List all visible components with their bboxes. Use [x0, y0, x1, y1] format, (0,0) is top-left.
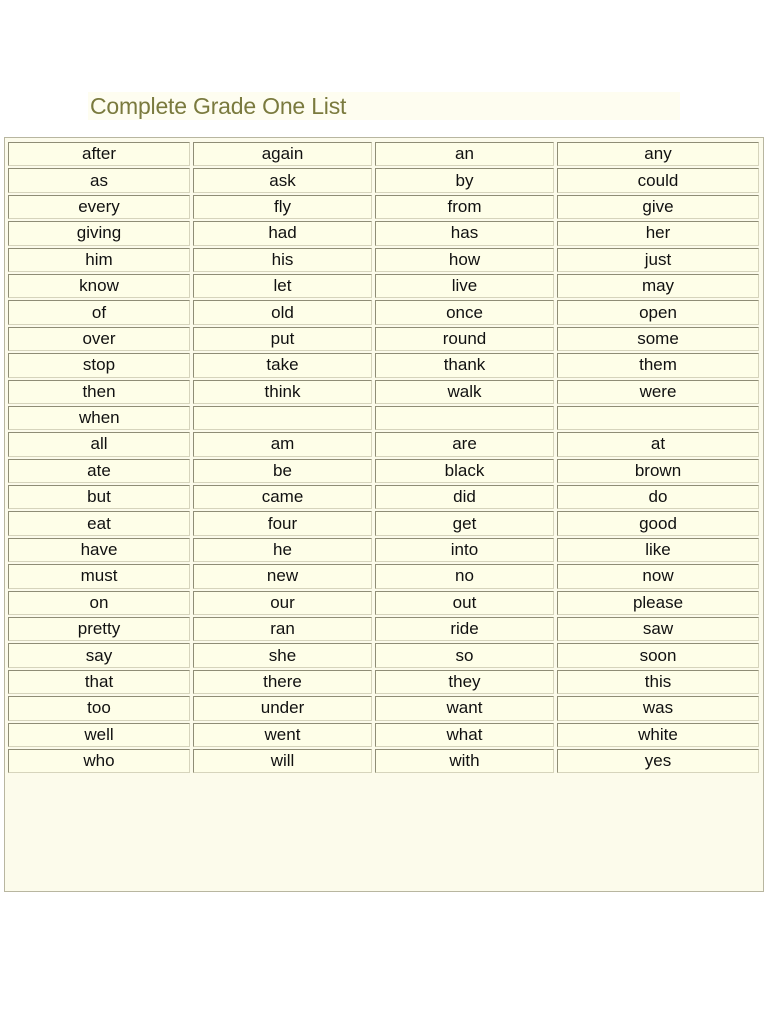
word-cell: has — [375, 221, 554, 245]
word-cell: as — [8, 168, 190, 192]
word-cell: round — [375, 327, 554, 351]
word-cell: will — [193, 749, 372, 773]
word-cell: black — [375, 459, 554, 483]
word-cell: open — [557, 300, 759, 324]
word-cell: so — [375, 643, 554, 667]
word-cell: out — [375, 591, 554, 615]
word-cell — [193, 406, 372, 430]
word-cell: from — [375, 195, 554, 219]
table-row — [8, 670, 759, 694]
word-cell: he — [193, 538, 372, 562]
word-cell: once — [375, 300, 554, 324]
word-cell: live — [375, 274, 554, 298]
word-cell: do — [557, 485, 759, 509]
word-cell: some — [557, 327, 759, 351]
word-cell: pretty — [8, 617, 190, 641]
word-cell: brown — [557, 459, 759, 483]
page-title: Complete Grade One List — [90, 93, 347, 119]
word-cell: our — [193, 591, 372, 615]
word-cell: there — [193, 670, 372, 694]
word-cell: want — [375, 696, 554, 720]
word-cell: must — [8, 564, 190, 588]
table-row — [8, 643, 759, 667]
word-cell: her — [557, 221, 759, 245]
word-cell: have — [8, 538, 190, 562]
table-row — [8, 617, 759, 641]
word-cell: let — [193, 274, 372, 298]
word-cell: are — [375, 432, 554, 456]
word-cell: ate — [8, 459, 190, 483]
word-cell: walk — [375, 380, 554, 404]
word-list-body — [8, 142, 759, 773]
word-cell: am — [193, 432, 372, 456]
word-cell: any — [557, 142, 759, 166]
word-cell: well — [8, 723, 190, 747]
word-cell: when — [8, 406, 190, 430]
word-cell: all — [8, 432, 190, 456]
title-bar — [88, 92, 680, 120]
word-cell: just — [557, 248, 759, 272]
word-cell: but — [8, 485, 190, 509]
word-cell: what — [375, 723, 554, 747]
word-cell: an — [375, 142, 554, 166]
table-row — [8, 723, 759, 747]
word-cell: ride — [375, 617, 554, 641]
word-cell: yes — [557, 749, 759, 773]
word-cell: like — [557, 538, 759, 562]
word-cell: she — [193, 643, 372, 667]
word-cell: take — [193, 353, 372, 377]
word-cell: get — [375, 511, 554, 535]
word-cell: over — [8, 327, 190, 351]
word-cell: put — [193, 327, 372, 351]
word-cell: that — [8, 670, 190, 694]
word-cell: too — [8, 696, 190, 720]
word-cell: say — [8, 643, 190, 667]
word-cell: this — [557, 670, 759, 694]
table-row — [8, 432, 759, 456]
table-row — [8, 168, 759, 192]
table-row — [8, 195, 759, 219]
word-cell: was — [557, 696, 759, 720]
word-cell: were — [557, 380, 759, 404]
word-cell: under — [193, 696, 372, 720]
word-cell: at — [557, 432, 759, 456]
word-cell: eat — [8, 511, 190, 535]
word-list-table — [5, 140, 762, 775]
word-list-container — [4, 137, 764, 892]
word-cell: fly — [193, 195, 372, 219]
word-cell: soon — [557, 643, 759, 667]
word-cell: stop — [8, 353, 190, 377]
table-row — [8, 248, 759, 272]
word-cell: they — [375, 670, 554, 694]
word-cell: again — [193, 142, 372, 166]
table-row — [8, 485, 759, 509]
word-cell: could — [557, 168, 759, 192]
table-row — [8, 142, 759, 166]
table-row — [8, 591, 759, 615]
word-cell: think — [193, 380, 372, 404]
word-cell: how — [375, 248, 554, 272]
word-cell: them — [557, 353, 759, 377]
word-cell: ask — [193, 168, 372, 192]
word-cell: thank — [375, 353, 554, 377]
word-cell: after — [8, 142, 190, 166]
word-cell: his — [193, 248, 372, 272]
word-cell: on — [8, 591, 190, 615]
word-cell: of — [8, 300, 190, 324]
word-cell: every — [8, 195, 190, 219]
word-cell: came — [193, 485, 372, 509]
word-cell: went — [193, 723, 372, 747]
word-cell: into — [375, 538, 554, 562]
table-row — [8, 221, 759, 245]
word-cell — [375, 406, 554, 430]
word-cell: good — [557, 511, 759, 535]
word-cell — [557, 406, 759, 430]
word-cell: did — [375, 485, 554, 509]
table-row — [8, 380, 759, 404]
table-row — [8, 749, 759, 773]
word-cell: with — [375, 749, 554, 773]
word-cell: four — [193, 511, 372, 535]
word-cell: by — [375, 168, 554, 192]
word-cell: give — [557, 195, 759, 219]
table-row — [8, 300, 759, 324]
word-cell: white — [557, 723, 759, 747]
word-cell: no — [375, 564, 554, 588]
word-cell: ran — [193, 617, 372, 641]
word-cell: giving — [8, 221, 190, 245]
table-row — [8, 564, 759, 588]
word-cell: now — [557, 564, 759, 588]
table-row — [8, 696, 759, 720]
word-cell: new — [193, 564, 372, 588]
word-cell: be — [193, 459, 372, 483]
table-row — [8, 406, 759, 430]
table-row — [8, 274, 759, 298]
word-cell: then — [8, 380, 190, 404]
word-cell: had — [193, 221, 372, 245]
table-row — [8, 538, 759, 562]
word-cell: know — [8, 274, 190, 298]
word-cell: may — [557, 274, 759, 298]
table-row — [8, 511, 759, 535]
word-cell: old — [193, 300, 372, 324]
table-row — [8, 327, 759, 351]
word-cell: please — [557, 591, 759, 615]
word-cell: saw — [557, 617, 759, 641]
word-cell: who — [8, 749, 190, 773]
word-cell: him — [8, 248, 190, 272]
table-row — [8, 459, 759, 483]
table-row — [8, 353, 759, 377]
